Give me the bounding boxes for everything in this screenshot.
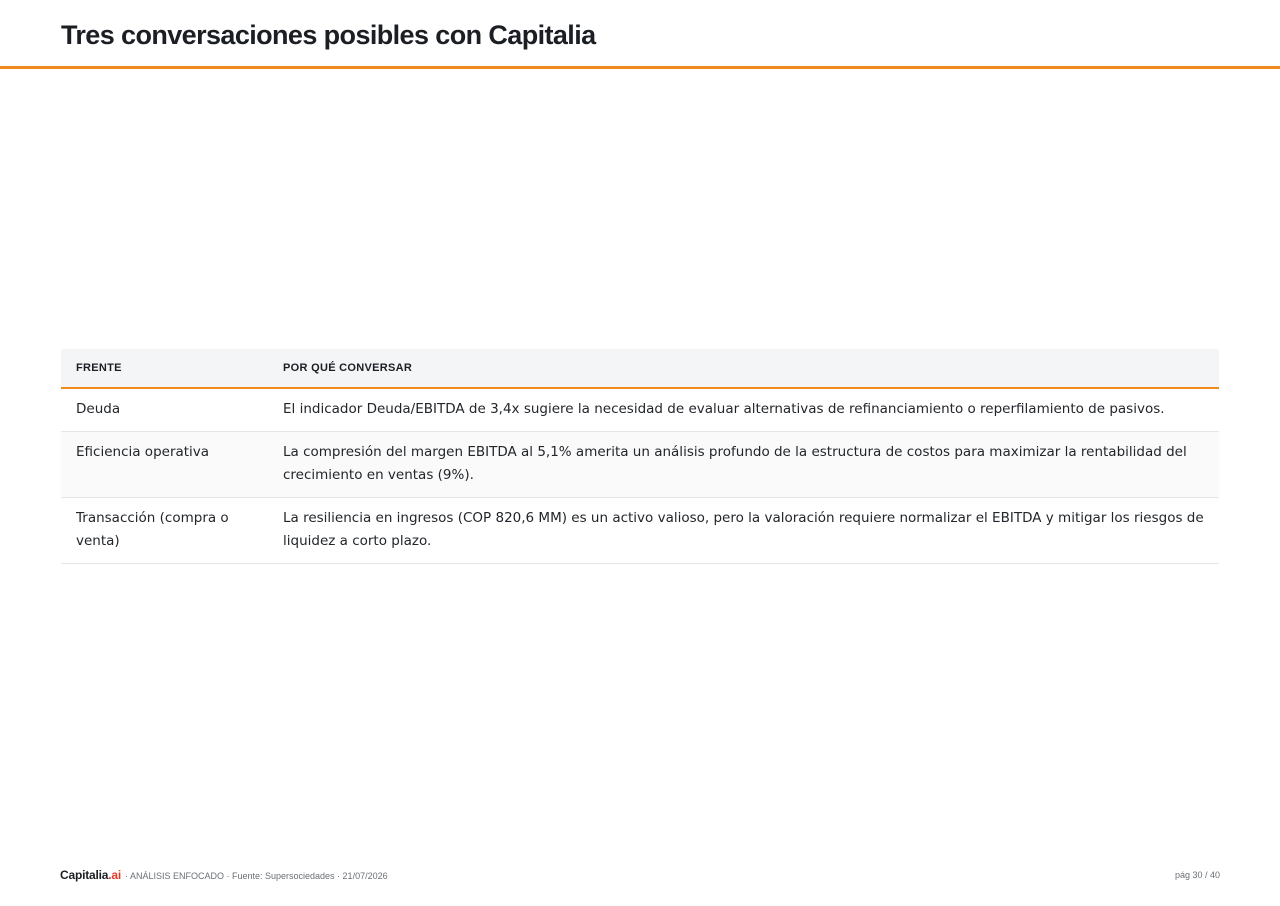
table-header-row [61,349,1219,388]
conversations-table-container [61,349,1219,564]
brand-logo [60,868,121,882]
table-body [61,388,1219,564]
page-footer [60,868,1220,886]
table-row [61,388,1219,432]
page-header [0,0,1280,69]
column-header-por-que-conversar: POR QUÉ CONVERSAR [268,349,1219,388]
footer-meta: · ANÁLISIS ENFOCADO · Fuente: Supersociedades · 21/07/2026 [124,871,388,881]
page-title: Tres conversaciones posibles con Capitalia [61,20,596,50]
cell-frente: Deuda [61,388,268,432]
conversations-table [61,349,1219,564]
cell-motivo: La compresión del margen EBITDA al 5,1% amerita un análisis profundo de la estructura de costos para maximizar la rentabilidad del crecimiento en ventas (9%). [268,432,1219,498]
table-row [61,498,1219,564]
cell-frente: Eficiencia operativa [61,432,268,498]
cell-motivo: La resiliencia en ingresos (COP 820,6 MM) es un activo valioso, pero la valoración requiere normalizar el EBITDA y mitigar los riesgos de liquidez a corto plazo. [268,498,1219,564]
cell-frente: Transacción (compra o venta) [61,498,268,564]
column-header-frente: FRENTE [61,349,268,388]
brand-suffix: .ai [108,868,121,882]
footer-left [60,868,388,882]
brand-name: Capitalia [60,868,109,882]
cell-motivo: El indicador Deuda/EBITDA de 3,4x sugiere la necesidad de evaluar alternativas de refinanciamiento o reperfilamiento de pasivos. [268,388,1219,432]
table-row [61,432,1219,498]
table-header [61,349,1219,388]
page-number: pág 30 / 40 [1174,870,1220,880]
